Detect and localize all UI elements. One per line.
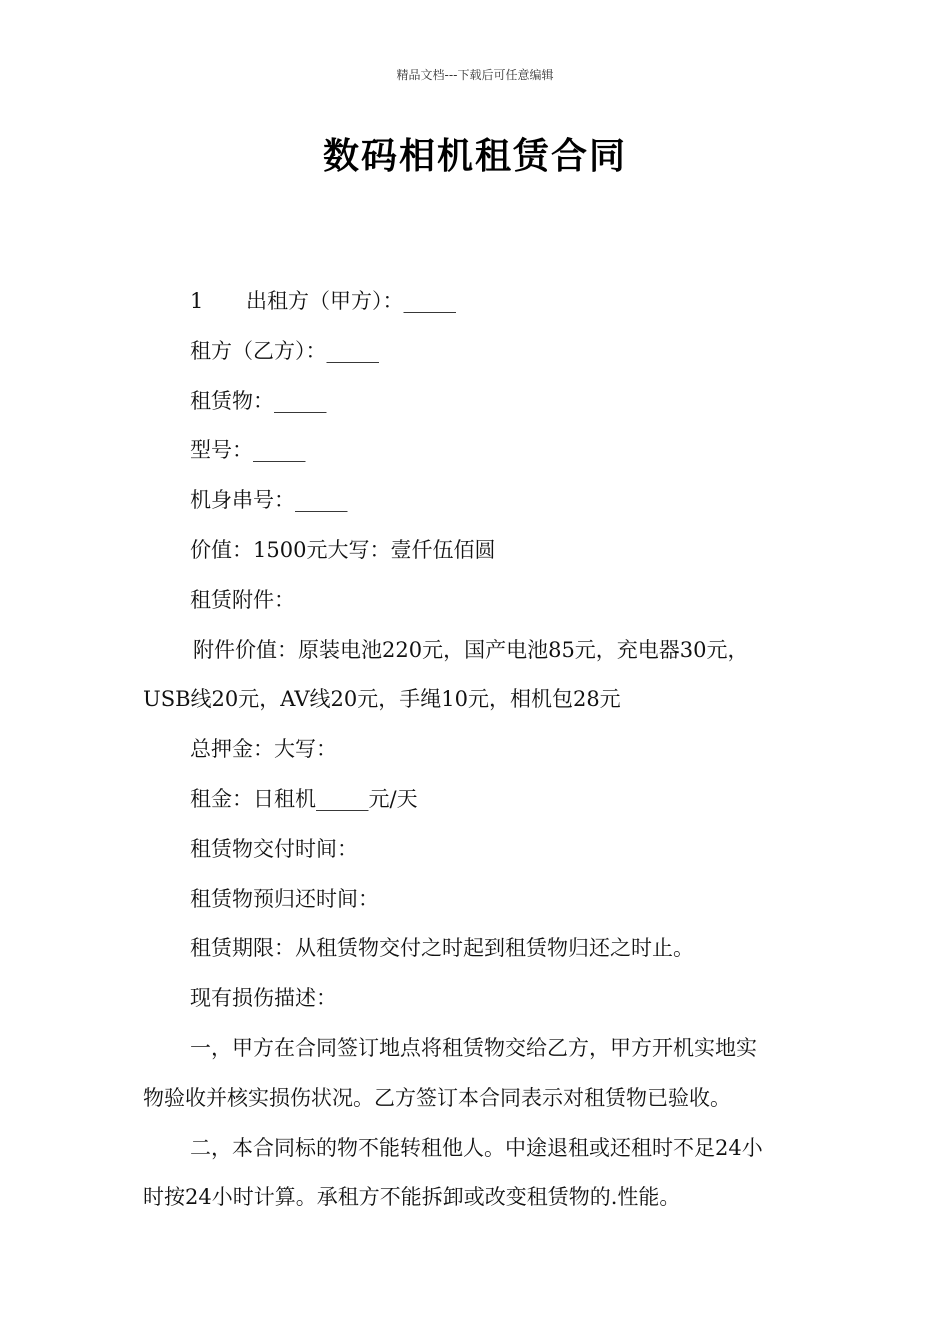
- clause-one-line-1: 一，甲方在合同签订地点将租赁物交给乙方，甲方开机实地实: [190, 1036, 757, 1060]
- clause-two-line-2: 时按24小时计算。承租方不能拆卸或改变租赁物的.性能。: [143, 1185, 681, 1209]
- item-line: 租赁物：_____: [190, 389, 327, 413]
- lessor-line: [190, 286, 456, 316]
- lessee-line: 租方（乙方）：_____: [190, 339, 379, 363]
- accessory-value-line-1: 附件价值：原装电池220元，国产电池85元，充电器30元，: [193, 638, 749, 662]
- value-line: 价值：1500元大写：壹仟伍佰圆: [190, 538, 496, 562]
- clause-two-line-1: 二，本合同标的物不能转租他人。中途退租或还租时不足24小: [190, 1136, 763, 1160]
- header-note: 精品文档---下载后可任意编辑: [396, 68, 554, 82]
- serial-line: 机身串号：_____: [190, 488, 348, 512]
- item-number: 1: [190, 289, 204, 313]
- document-title: 数码相机租赁合同: [322, 136, 627, 177]
- accessories-line: 租赁附件：: [190, 588, 295, 612]
- term-line: 租赁期限：从租赁物交付之时起到租赁物归还之时止。: [190, 936, 694, 960]
- model-line: 型号：_____: [190, 438, 306, 462]
- lessor-field: 出租方（甲方）：_____: [246, 289, 456, 313]
- accessory-value-line-2: USB线20元，AV线20元，手绳10元，相机包28元: [143, 687, 621, 711]
- rent-line: 租金：日租机_____元/天: [190, 787, 418, 811]
- delivery-time-line: 租赁物交付时间：: [190, 837, 358, 861]
- damage-line: 现有损伤描述：: [190, 986, 337, 1010]
- deposit-line: 总押金：大写：: [190, 737, 337, 761]
- return-time-line: 租赁物预归还时间：: [190, 887, 379, 911]
- clause-one-line-2: 物验收并核实损伤状况。乙方签订本合同表示对租赁物已验收。: [143, 1086, 731, 1110]
